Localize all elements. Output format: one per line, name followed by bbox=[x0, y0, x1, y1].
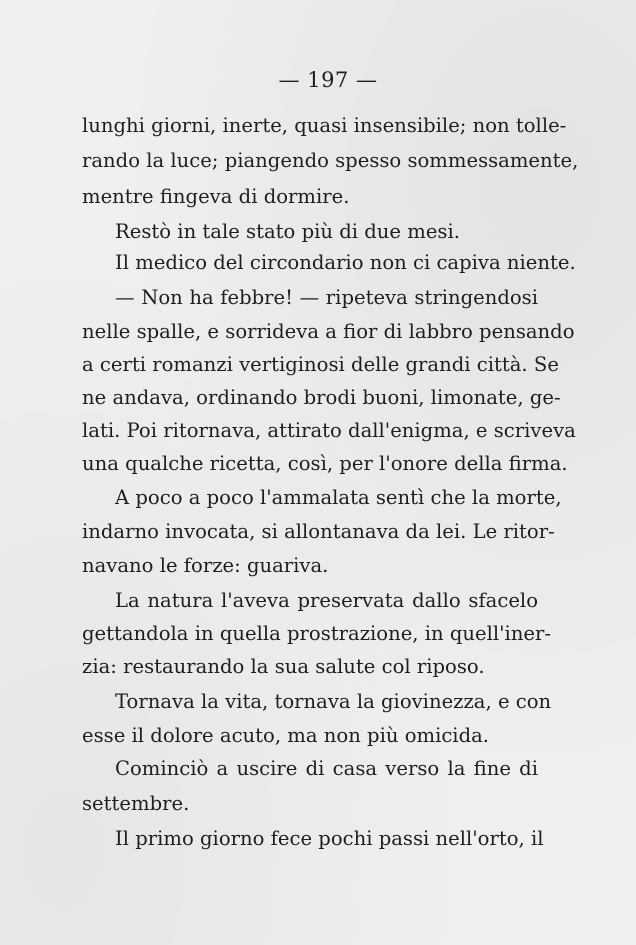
text-line: esse il dolore acuto, ma non più omicida. bbox=[82, 724, 490, 747]
text-line: indarno invocata, si allontanava da lei. Le ritor- bbox=[82, 520, 555, 543]
text-line: — Non ha febbre! — ripeteva stringendosi bbox=[115, 286, 538, 309]
text-line: settembre. bbox=[82, 792, 190, 815]
text-line: gettandola in quella prostrazione, in quell'iner- bbox=[82, 622, 552, 645]
text-line: una qualche ricetta, così, per l'onore della firma. bbox=[82, 452, 568, 475]
text-line: a certi romanzi vertiginosi delle grandi città. Se bbox=[82, 353, 559, 376]
text-line: Cominciò a uscire di casa verso la fine di bbox=[115, 757, 538, 780]
text-line: Restò in tale stato più di due mesi. bbox=[115, 220, 460, 243]
text-line: ne andava, ordinando brodi buoni, limonate, ge- bbox=[82, 386, 561, 409]
text-line: A poco a poco l'ammalata sentì che la morte, bbox=[115, 486, 562, 509]
text-line: mentre fingeva di dormire. bbox=[82, 185, 350, 208]
page-number: — 197 — bbox=[278, 68, 378, 92]
text-line: lati. Poi ritornava, attirato dall'enigma, e scriveva bbox=[82, 419, 576, 442]
text-line: nelle spalle, e sorrideva a fior di labbro pensando bbox=[82, 320, 575, 343]
text-line: La natura l'aveva preservata dallo sfacelo bbox=[115, 589, 538, 612]
text-line: lunghi giorni, inerte, quasi insensibile; non tolle- bbox=[82, 114, 567, 137]
text-line: Tornava la vita, tornava la giovinezza, e con bbox=[115, 690, 552, 713]
text-line: Il medico del circondario non ci capiva niente. bbox=[115, 251, 576, 274]
text-line: rando la luce; piangendo spesso sommessamente, bbox=[82, 149, 579, 172]
text-line: Il primo giorno fece pochi passi nell'orto, il bbox=[115, 827, 544, 850]
text-line: zia: restaurando la sua salute col riposo. bbox=[82, 655, 485, 678]
text-line: navano le forze: guariva. bbox=[82, 554, 329, 577]
